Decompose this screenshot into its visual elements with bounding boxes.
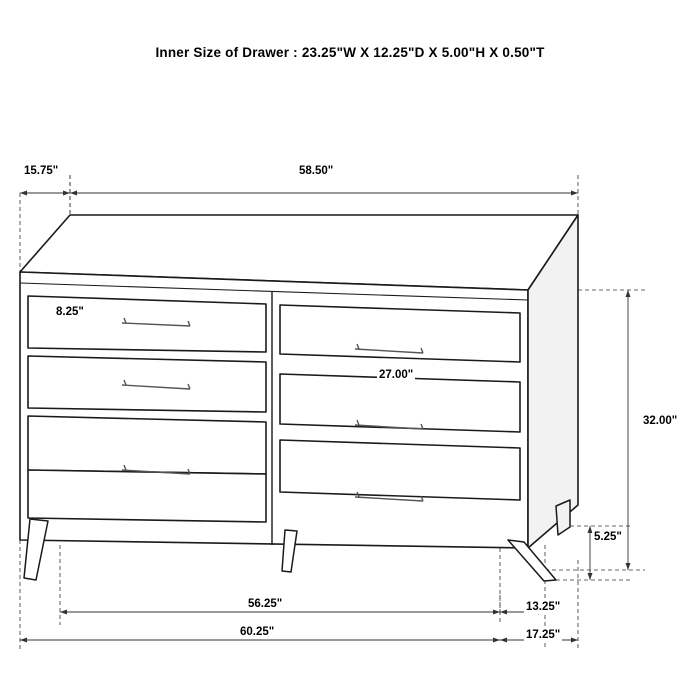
label-base-width-outer: 60.25" xyxy=(240,626,275,638)
drawer-left-middle xyxy=(28,356,266,412)
leg-front-right xyxy=(508,540,556,581)
drawer-right-middle xyxy=(280,374,520,432)
label-drawer-height: 8.25" xyxy=(56,306,84,318)
leg-center-rear xyxy=(282,530,297,572)
label-leg-height: 5.25" xyxy=(594,531,622,543)
label-width-top: 58.50" xyxy=(299,165,334,177)
dresser-body xyxy=(20,215,578,548)
dimension-depth-top xyxy=(20,191,70,196)
label-base-width-inner: 56.25" xyxy=(248,598,283,610)
label-depth-top: 15.75" xyxy=(24,165,59,177)
page-title: Inner Size of Drawer : 23.25"W X 12.25"D X 5.00"H X 0.50"T xyxy=(155,45,545,60)
label-drawer-width: 27.00" xyxy=(379,369,414,381)
drawer-left-bottom xyxy=(28,416,266,474)
leg-rear-right xyxy=(556,500,570,535)
dimension-width-top xyxy=(70,191,578,196)
label-base-depth-inner: 13.25" xyxy=(526,601,561,613)
drawer-right-bottom xyxy=(280,440,520,500)
label-base-depth-outer: 17.25" xyxy=(526,629,561,641)
dimension-height-overall xyxy=(626,290,631,570)
drawer-left-lower xyxy=(28,470,266,522)
drawer-right-top xyxy=(280,305,520,362)
label-overall-height: 32.00" xyxy=(643,415,678,427)
